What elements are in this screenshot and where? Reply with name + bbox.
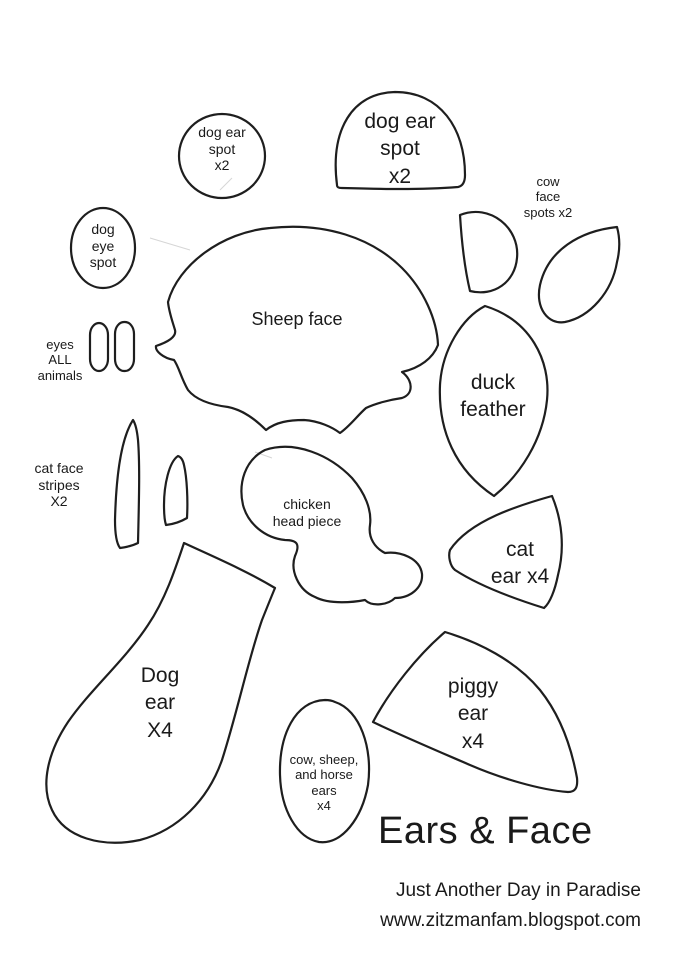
blog-name: Just Another Day in Paradise: [395, 880, 641, 901]
dog-eye-spot-label: dog eye spot: [89, 221, 117, 271]
chicken-head-piece-label: chicken head piece: [272, 496, 342, 529]
dog-ear-spot-small-label: dog ear spot x2: [198, 124, 246, 174]
blog-url: www.zitzmanfam.blogspot.com: [380, 910, 641, 931]
cat-face-stripes-label: cat face stripes X2: [34, 460, 84, 510]
duck-feather-label: duck feather: [460, 371, 526, 422]
cow-face-spot-leaf-shape: [539, 227, 619, 322]
cow-face-spot-small-shape: [460, 212, 517, 292]
eyes-all-animals-label: eyes ALL animals: [37, 337, 83, 383]
dog-ear-label: Dog ear X4: [140, 664, 180, 742]
cat-face-stripe-long-shape: [115, 420, 139, 548]
page-title: Ears & Face: [378, 810, 593, 852]
piggy-ear-label: piggy ear x4: [447, 675, 499, 753]
dog-ear-spot-large-label: dog ear spot x2: [364, 110, 436, 188]
cat-face-stripe-short-shape: [164, 456, 187, 525]
eye-shape-right: [115, 322, 134, 371]
sheep-face-label: Sheep face: [251, 309, 343, 329]
cat-ear-label: cat ear x4: [490, 538, 550, 589]
cow-sheep-horse-ears-label: cow, sheep, and horse ears x4: [289, 752, 359, 813]
cow-face-spots-label: cow face spots x2: [523, 174, 573, 220]
